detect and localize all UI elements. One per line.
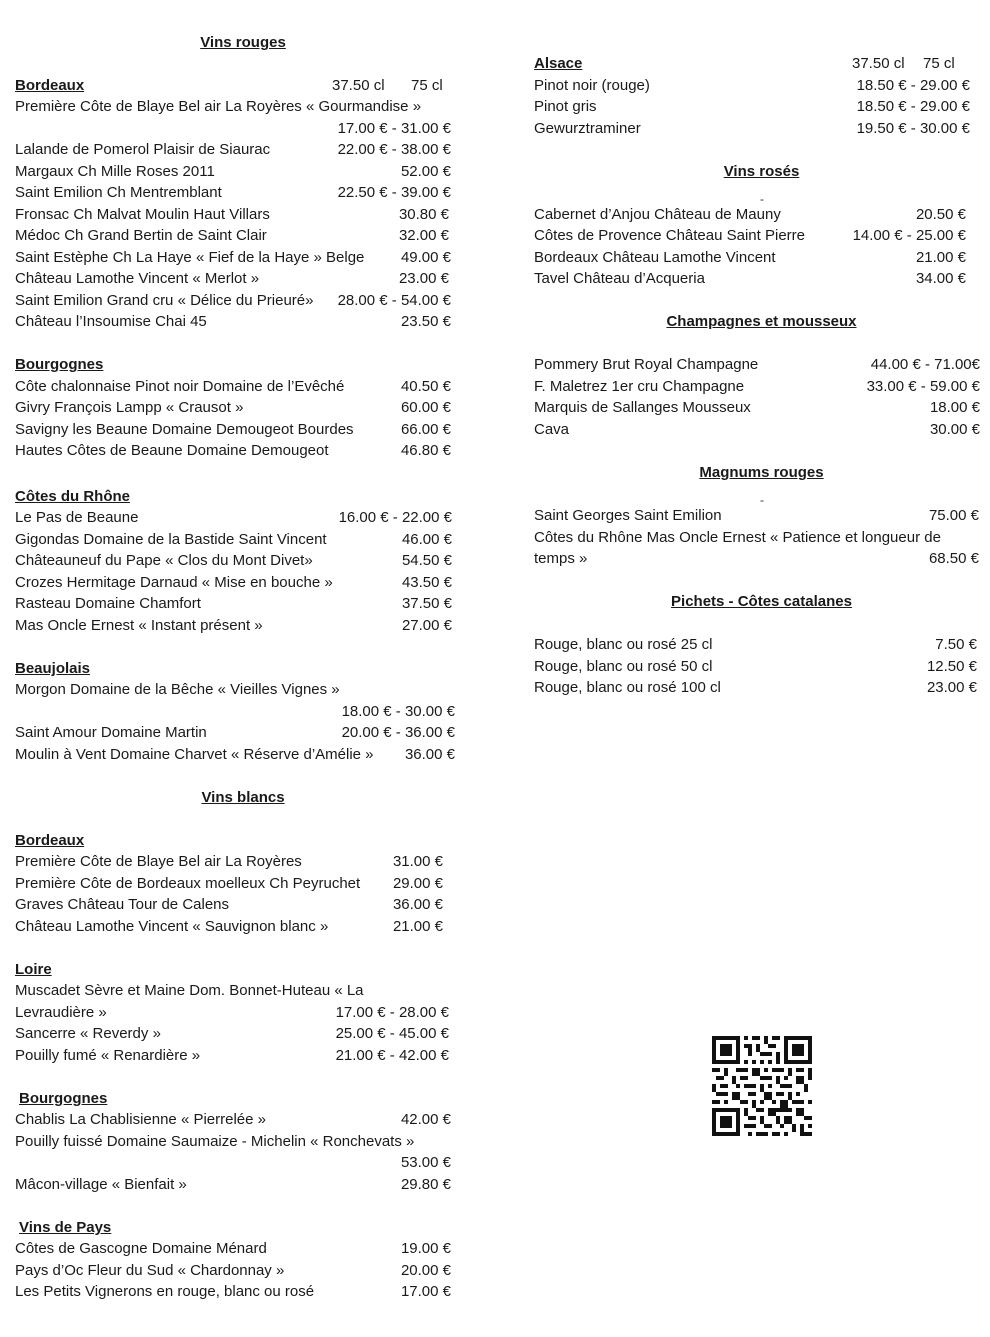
wine-name: Pays d’Oc Fleur du Sud « Chardonnay » bbox=[15, 1262, 285, 1279]
wine-price: 37.50 € bbox=[401, 595, 452, 612]
wine-name: Sancerre « Reverdy » bbox=[15, 1025, 161, 1042]
wine-name: Saint Amour Domaine Martin bbox=[15, 724, 207, 741]
wine-price: 36.00 € bbox=[392, 896, 443, 913]
wine-price: 20.50 € bbox=[915, 206, 966, 223]
section-title-vins-blancs: Vins blancs bbox=[201, 789, 285, 806]
wine-name: Savigny les Beaune Domaine Demougeot Bourdes bbox=[15, 421, 354, 438]
wine-name: Givry François Lampp « Crausot » bbox=[15, 399, 244, 416]
wine-price: 30.80 € bbox=[398, 206, 449, 223]
wine-price: 43.50 € bbox=[401, 574, 452, 591]
wine-price: 40.50 € bbox=[400, 378, 451, 395]
section-title-magnums: Magnums rouges bbox=[699, 464, 824, 481]
wine-price: 36.00 € bbox=[404, 746, 455, 763]
wine-name: Pinot gris bbox=[534, 98, 597, 115]
wine-price: 68.50 € bbox=[928, 550, 979, 567]
wine-name: Les Petits Vignerons en rouge, blanc ou rosé bbox=[15, 1283, 315, 1300]
wine-name: Tavel Château d’Acqueria bbox=[534, 270, 705, 287]
wine-price: 34.00 € bbox=[915, 270, 966, 287]
wine-price: 49.00 € bbox=[400, 249, 451, 266]
wine-name: Gigondas Domaine de la Bastide Saint Vincent bbox=[15, 531, 327, 548]
wine-name: Côte chalonnaise Pinot noir Domaine de l’Evêché bbox=[15, 378, 345, 395]
separator-dash: - bbox=[760, 192, 764, 206]
wine-name: Château Lamothe Vincent « Merlot » bbox=[15, 270, 260, 287]
wine-price: 18.00 € - 30.00 € bbox=[341, 703, 455, 720]
wine-price: 7.50 € bbox=[935, 636, 977, 653]
wine-price: 19.50 € - 30.00 € bbox=[856, 120, 970, 137]
wine-price: 44.00 € - 71.00€ bbox=[870, 356, 980, 373]
wine-name-continued: temps » bbox=[534, 550, 588, 567]
wine-price: 54.50 € bbox=[401, 552, 452, 569]
wine-price: 29.80 € bbox=[400, 1176, 451, 1193]
wine-name: Rouge, blanc ou rosé 100 cl bbox=[534, 679, 721, 696]
wine-price: 32.00 € bbox=[398, 227, 449, 244]
wine-name: Fronsac Ch Malvat Moulin Haut Villars bbox=[15, 206, 270, 223]
wine-price: 31.00 € bbox=[392, 853, 443, 870]
wine-price: 21.00 € - 42.00 € bbox=[335, 1047, 449, 1064]
wine-price: 46.00 € bbox=[401, 531, 452, 548]
wine-price: 42.00 € bbox=[400, 1111, 451, 1128]
size-header-large: 75 cl bbox=[411, 77, 443, 94]
wine-name: Château l’Insoumise Chai 45 bbox=[15, 313, 207, 330]
wine-name: Muscadet Sèvre et Maine Dom. Bonnet-Huteau « La bbox=[15, 982, 364, 999]
wine-price: 28.00 € - 54.00 € bbox=[337, 292, 451, 309]
wine-price: 25.00 € - 45.00 € bbox=[335, 1025, 449, 1042]
wine-price: 20.00 € bbox=[400, 1262, 451, 1279]
wine-name: Le Pas de Beaune bbox=[15, 509, 139, 526]
size-header-small: 37.50 cl bbox=[852, 55, 905, 72]
wine-price: 19.00 € bbox=[400, 1240, 451, 1257]
wine-price: 21.00 € bbox=[915, 249, 966, 266]
wine-name: Marquis de Sallanges Mousseux bbox=[534, 399, 751, 416]
wine-name: Moulin à Vent Domaine Charvet « Réserve d’Amélie » bbox=[15, 746, 374, 763]
wine-name: Côtes de Provence Château Saint Pierre bbox=[534, 227, 805, 244]
wine-name: Saint Georges Saint Emilion bbox=[534, 507, 722, 524]
wine-name: Cava bbox=[534, 421, 570, 438]
wine-price: 12.50 € bbox=[926, 658, 977, 675]
wine-name: Pouilly fumé « Renardière » bbox=[15, 1047, 201, 1064]
category-bourgognes-blanc: Bourgognes bbox=[19, 1090, 108, 1107]
wine-price: 17.00 € bbox=[400, 1283, 451, 1300]
wine-price: 20.00 € - 36.00 € bbox=[341, 724, 455, 741]
section-title-vins-roses: Vins rosés bbox=[723, 163, 800, 180]
wine-name: Mas Oncle Ernest « Instant présent » bbox=[15, 617, 263, 634]
wine-name: Margaux Ch Mille Roses 2011 bbox=[15, 163, 215, 180]
category-beaujolais: Beaujolais bbox=[15, 660, 91, 677]
section-title-vins-rouges: Vins rouges bbox=[200, 34, 286, 51]
wine-name: Mâcon-village « Bienfait » bbox=[15, 1176, 187, 1193]
size-header-large: 75 cl bbox=[923, 55, 955, 72]
wine-price: 46.80 € bbox=[400, 442, 451, 459]
wine-name: Bordeaux Château Lamothe Vincent bbox=[534, 249, 776, 266]
wine-price: 27.00 € bbox=[401, 617, 452, 634]
wine-price: 14.00 € - 25.00 € bbox=[852, 227, 966, 244]
section-title-champagnes: Champagnes et mousseux bbox=[666, 313, 857, 330]
wine-name: Médoc Ch Grand Bertin de Saint Clair bbox=[15, 227, 267, 244]
category-bourgognes-rouge: Bourgognes bbox=[15, 356, 104, 373]
category-vins-de-pays: Vins de Pays bbox=[19, 1219, 112, 1236]
wine-name: Crozes Hermitage Darnaud « Mise en bouche » bbox=[15, 574, 333, 591]
wine-name: Chablis La Chablisienne « Pierrelée » bbox=[15, 1111, 266, 1128]
wine-name: Côtes de Gascogne Domaine Ménard bbox=[15, 1240, 267, 1257]
wine-name: Rasteau Domaine Chamfort bbox=[15, 595, 201, 612]
wine-price: 22.00 € - 38.00 € bbox=[337, 141, 451, 158]
separator-dash: - bbox=[760, 493, 764, 507]
wine-price: 33.00 € - 59.00 € bbox=[866, 378, 980, 395]
wine-name: Rouge, blanc ou rosé 50 cl bbox=[534, 658, 713, 675]
wine-price: 23.50 € bbox=[400, 313, 451, 330]
category-cotes-du-rhone: Côtes du Rhône bbox=[15, 488, 130, 505]
category-bordeaux-blanc: Bordeaux bbox=[15, 832, 85, 849]
wine-price: 17.00 € - 28.00 € bbox=[335, 1004, 449, 1021]
wine-name: Pouilly fuissé Domaine Saumaize - Michelin « Ronchevats » bbox=[15, 1133, 415, 1150]
wine-name: Hautes Côtes de Beaune Domaine Demougeot bbox=[15, 442, 329, 459]
wine-name: Morgon Domaine de la Bêche « Vieilles Vignes » bbox=[15, 681, 340, 698]
wine-price: 75.00 € bbox=[928, 507, 979, 524]
wine-name: Gewurztraminer bbox=[534, 120, 641, 137]
wine-name: Pinot noir (rouge) bbox=[534, 77, 650, 94]
wine-price: 17.00 € - 31.00 € bbox=[337, 120, 451, 137]
wine-price: 30.00 € bbox=[929, 421, 980, 438]
wine-name: Graves Château Tour de Calens bbox=[15, 896, 230, 913]
wine-name: Rouge, blanc ou rosé 25 cl bbox=[534, 636, 713, 653]
wine-name-continued: Levraudière » bbox=[15, 1004, 107, 1021]
wine-name: Châteauneuf du Pape « Clos du Mont Divet» bbox=[15, 552, 313, 569]
wine-name: Cabernet d’Anjou Château de Mauny bbox=[534, 206, 781, 223]
wine-name: Lalande de Pomerol Plaisir de Siaurac bbox=[15, 141, 271, 158]
wine-price: 29.00 € bbox=[392, 875, 443, 892]
category-bordeaux-rouge: Bordeaux bbox=[15, 77, 85, 94]
wine-name: Château Lamothe Vincent « Sauvignon blanc » bbox=[15, 918, 329, 935]
wine-name: Saint Emilion Ch Mentremblant bbox=[15, 184, 222, 201]
size-header-small: 37.50 cl bbox=[332, 77, 385, 94]
wine-price: 23.00 € bbox=[926, 679, 977, 696]
wine-name: Côtes du Rhône Mas Oncle Ernest « Patience et longueur de bbox=[534, 529, 941, 546]
wine-name: Pommery Brut Royal Champagne bbox=[534, 356, 759, 373]
wine-price: 23.00 € bbox=[398, 270, 449, 287]
wine-price: 16.00 € - 22.00 € bbox=[338, 509, 452, 526]
wine-name: Première Côte de Bordeaux moelleux Ch Peyruchet bbox=[15, 875, 361, 892]
wine-name: Saint Emilion Grand cru « Délice du Prieuré» bbox=[15, 292, 314, 309]
wine-price: 52.00 € bbox=[400, 163, 451, 180]
wine-price: 21.00 € bbox=[392, 918, 443, 935]
wine-name: Première Côte de Blaye Bel air La Royères « Gourmandise » bbox=[15, 98, 422, 115]
category-alsace: Alsace bbox=[534, 55, 583, 72]
wine-price: 18.00 € bbox=[929, 399, 980, 416]
wine-name: Première Côte de Blaye Bel air La Royères bbox=[15, 853, 302, 870]
wine-price: 60.00 € bbox=[400, 399, 451, 416]
wine-price: 53.00 € bbox=[400, 1154, 451, 1171]
wine-name: Saint Estèphe Ch La Haye « Fief de la Haye » Belge bbox=[15, 249, 365, 266]
wine-price: 66.00 € bbox=[400, 421, 451, 438]
section-title-pichets: Pichets - Côtes catalanes bbox=[671, 593, 852, 610]
wine-price: 22.50 € - 39.00 € bbox=[337, 184, 451, 201]
category-loire: Loire bbox=[15, 961, 52, 978]
qr-code-icon[interactable] bbox=[712, 1036, 812, 1136]
wine-name: F. Maletrez 1er cru Champagne bbox=[534, 378, 745, 395]
wine-price: 18.50 € - 29.00 € bbox=[856, 98, 970, 115]
wine-price: 18.50 € - 29.00 € bbox=[856, 77, 970, 94]
